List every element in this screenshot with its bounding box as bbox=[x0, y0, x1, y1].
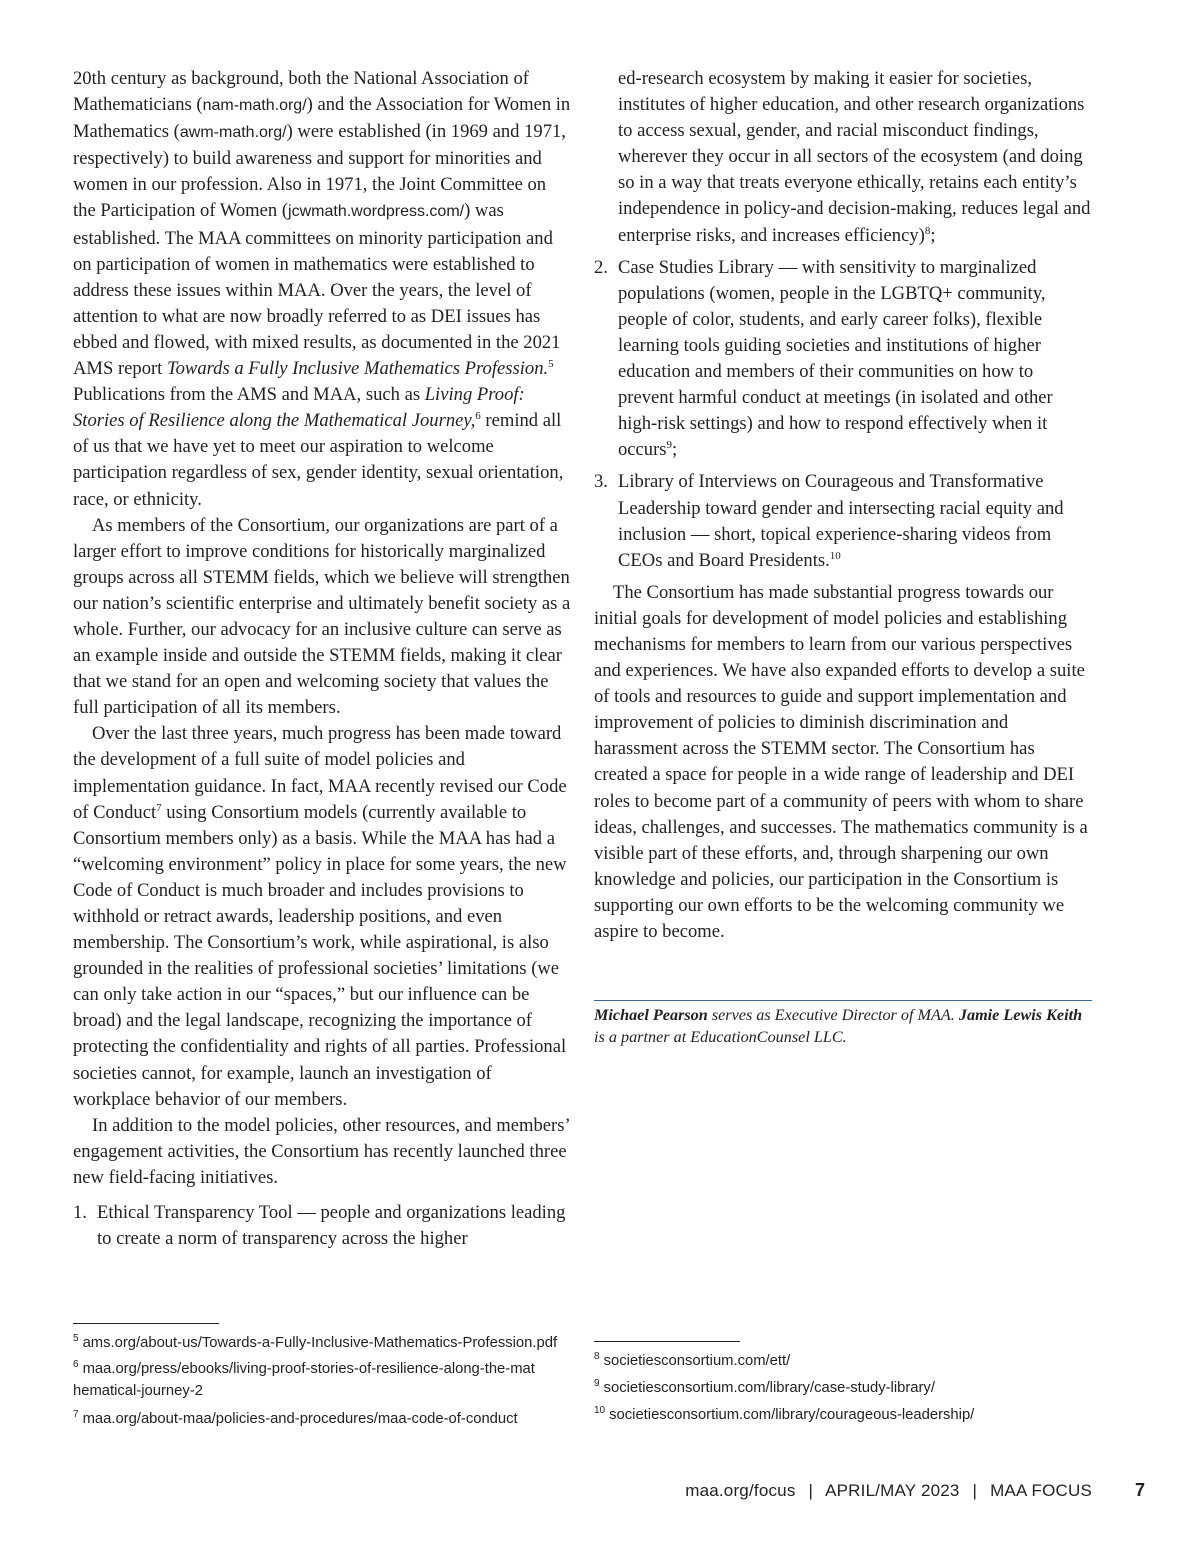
paragraph-conclusion: The Consortium has made substantial progress towards our initial goals for development of model policies and establishing mechanisms for members to learn from our various perspectives and experiences. We have also expanded efforts to develop a suite of tools and resources to guide and support implementation and improvement of policies to diminish discrimination and harassment across the STEMM sector. The Consortium has created a space for people in a wide range of leadership and DEI roles to become part of a community of peers with whom to share ideas, challenges, and successes. The mathematics community is a visible part of these efforts, and, through sharpening our own knowledge and policies, our participation in the Consortium is supporting our own efforts to be the welcoming community we aspire to become. bbox=[594, 581, 1088, 942]
footnote-link[interactable]: societiesconsortium.com/library/case-study-library/ bbox=[603, 1380, 935, 1396]
text: is a partner at EducationCounsel LLC. bbox=[594, 1028, 847, 1046]
text: using Consortium models (currently available to Consortium members only) as a basis. While the MAA has had a “welcoming environment” policy in place for some years, the new Code of Conduct is much broader and includes provisions to withhold or retract awards, leadership positions, and even membership. The Consortium’s work, while aspirational, is also grounded in the realities of professional societies’ limitations (we can only take action in our “spaces,” but our influence can be broad) and the legal landscape, recognizing the importance of protecting the confidentiality and rights of all parties. Professional societies cannot, for example, launch an investigation of workplace behavior of our members. bbox=[73, 801, 567, 1110]
text: ) were established (in 1969 and 1971, respectively) to build awareness and support for minorities and women in our profession. Also in 1971, the Joint Committee on the Participation of Women ( bbox=[73, 121, 566, 222]
footnote-9[interactable] bbox=[594, 1377, 1089, 1399]
paragraph-consortium-members: As members of the Consortium, our organizations are part of a larger effort to improve conditions for historically marginalized groups across all STEMM fields, which we believe will strengthen our nation’s scientific enterprise and ultimately benefit society as a whole. Further, our advocacy for an inclusive culture can serve as an example inside and outside the STEMM fields, making it clear that we stand for an open and welcoming society that values the full participation of all its members. bbox=[73, 514, 571, 719]
text: Over the last three years, much progress has been made toward the development of a full suite of model policies and implementation guidance. In fact, MAA recently revised our Code of Conduct bbox=[73, 723, 567, 823]
author-bio bbox=[594, 1004, 1092, 1048]
footer-separator: | bbox=[808, 1481, 814, 1500]
footnote-divider bbox=[594, 1341, 740, 1342]
footer-separator: | bbox=[972, 1481, 978, 1500]
footnote-ref[interactable]: 5 bbox=[548, 358, 554, 371]
footnote-ref[interactable]: 6 bbox=[475, 410, 481, 423]
footnote-6[interactable] bbox=[73, 1358, 543, 1402]
list-item-1 bbox=[73, 1200, 571, 1252]
footnote-5[interactable] bbox=[73, 1332, 568, 1354]
footnote-link[interactable]: maa.org/about-maa/policies-and-procedures/maa-code-of-conduct bbox=[82, 1411, 518, 1427]
list-number: 1. bbox=[73, 1202, 87, 1224]
text: serves as Executive Director of MAA. bbox=[707, 1006, 959, 1024]
bio-divider bbox=[594, 1000, 1092, 1001]
author-name: Jamie Lewis Keith bbox=[958, 1006, 1083, 1024]
page-number: 7 bbox=[1135, 1480, 1146, 1500]
list-item-3 bbox=[594, 469, 1092, 573]
left-column bbox=[73, 66, 571, 1252]
footnote-ref[interactable]: 8 bbox=[924, 224, 931, 237]
text: ; bbox=[930, 224, 936, 246]
footnote-10[interactable] bbox=[594, 1404, 1089, 1426]
list-item-text: Case Studies Library — with sensitivity to marginalized populations (women, people in the LGBTQ+ community, people of color, students, and early career folks), flexible learning tools guiding societies and institutions of higher education and members of their communities on how to prevent harmful conduct at meetings (in isolated and other high-risk settings) and how to respond effectively when it occurs bbox=[618, 256, 1053, 461]
list-item-1-continued bbox=[594, 66, 1092, 249]
footer-magazine: MAA FOCUS bbox=[990, 1481, 1092, 1500]
text: ; bbox=[672, 439, 678, 461]
right-column bbox=[594, 66, 1092, 945]
text: 20th century as background, both the National Association of Mathematicians ( bbox=[73, 68, 529, 116]
book-title: Living Proof: Stories of Resilience along the Mathematical Journey, bbox=[73, 384, 525, 432]
footnote-number: 9 bbox=[594, 1378, 600, 1389]
footnote-ref[interactable]: 9 bbox=[666, 439, 673, 452]
footnote-ref[interactable]: 10 bbox=[829, 549, 841, 562]
text: Publications from the AMS and MAA, such as bbox=[73, 384, 425, 406]
footnote-number: 8 bbox=[594, 1351, 600, 1362]
text: ) was established. The MAA committees on minority participation and on participation of women in mathematics were established to address these issues within MAA. Over the years, the level of attention to what are now broadly referred to as DEI issues has ebbed and flowed, with mixed results, as documented in the 2021 AMS report bbox=[73, 200, 561, 380]
footnote-number: 10 bbox=[594, 1405, 606, 1416]
paragraph-progress bbox=[73, 721, 571, 1112]
author-name: Michael Pearson bbox=[594, 1006, 708, 1024]
footer-issue: APRIL/MAY 2023 bbox=[825, 1481, 960, 1500]
list-item-text: Library of Interviews on Courageous and Transformative Leadership toward gender and intersecting racial equity and inclusion — short, topical experience-sharing videos from CEOs and Board Presidents. bbox=[618, 471, 1064, 571]
footnote-link[interactable]: ams.org/about-us/Towards-a-Fully-Inclusive-Mathematics-Profession.pdf bbox=[82, 1335, 558, 1351]
list-item-text: Ethical Transparency Tool — people and organizations leading to create a norm of transparency across the higher bbox=[97, 1202, 566, 1250]
list-item-2 bbox=[594, 255, 1092, 464]
paragraph-initiatives: In addition to the model policies, other resources, and members’ engagement activities, the Consortium has recently launched three new field-facing initiatives. bbox=[73, 1114, 570, 1188]
footnote-8[interactable] bbox=[594, 1350, 1089, 1372]
footnote-number: 5 bbox=[73, 1333, 79, 1344]
footnote-number: 7 bbox=[73, 1409, 79, 1420]
footnote-7[interactable] bbox=[73, 1408, 568, 1430]
link-awm-math[interactable]: awm-math.org/ bbox=[179, 124, 287, 142]
page-footer bbox=[685, 1481, 1092, 1501]
footnote-number: 6 bbox=[73, 1359, 79, 1370]
footnote-link[interactable]: societiesconsortium.com/library/courageous-leadership/ bbox=[609, 1407, 975, 1423]
footer-site-link[interactable]: maa.org/focus bbox=[685, 1481, 796, 1500]
text: remind all of us that we have yet to meet our aspiration to welcome participation regardless of sex, gender identity, sexual orientation, race, or ethnicity. bbox=[73, 410, 564, 510]
footnote-link[interactable]: maa.org/press/ebooks/living-proof-stories-of-resilience-along-the-mathematical-journey-2 bbox=[73, 1361, 535, 1399]
report-title: Towards a Fully Inclusive Mathematics Profession. bbox=[167, 358, 549, 380]
footnote-ref[interactable]: 7 bbox=[156, 801, 162, 814]
link-jcwmath[interactable]: jcwmath.wordpress.com/ bbox=[288, 203, 465, 221]
footnote-divider bbox=[73, 1323, 219, 1324]
list-number: 2. bbox=[594, 256, 608, 278]
link-nam-math[interactable]: nam-math.org/ bbox=[202, 97, 307, 115]
list-number: 3. bbox=[594, 471, 608, 493]
list-item-text: ed-research ecosystem by making it easier for societies, institutes of higher education, and other research organizations to access sexual, gender, and racial misconduct findings, wherever they occur in all sectors of the ecosystem (and doing so in a way that treats everyone ethically, retains each entity’s independence in policy-and decision-making, reduces legal and enterprise risks, and increases efficiency) bbox=[618, 68, 1091, 246]
text: ) and the Association for Women in Mathematics ( bbox=[73, 94, 571, 143]
paragraph-history bbox=[73, 66, 571, 513]
footnote-link[interactable]: societiesconsortium.com/ett/ bbox=[603, 1353, 791, 1369]
